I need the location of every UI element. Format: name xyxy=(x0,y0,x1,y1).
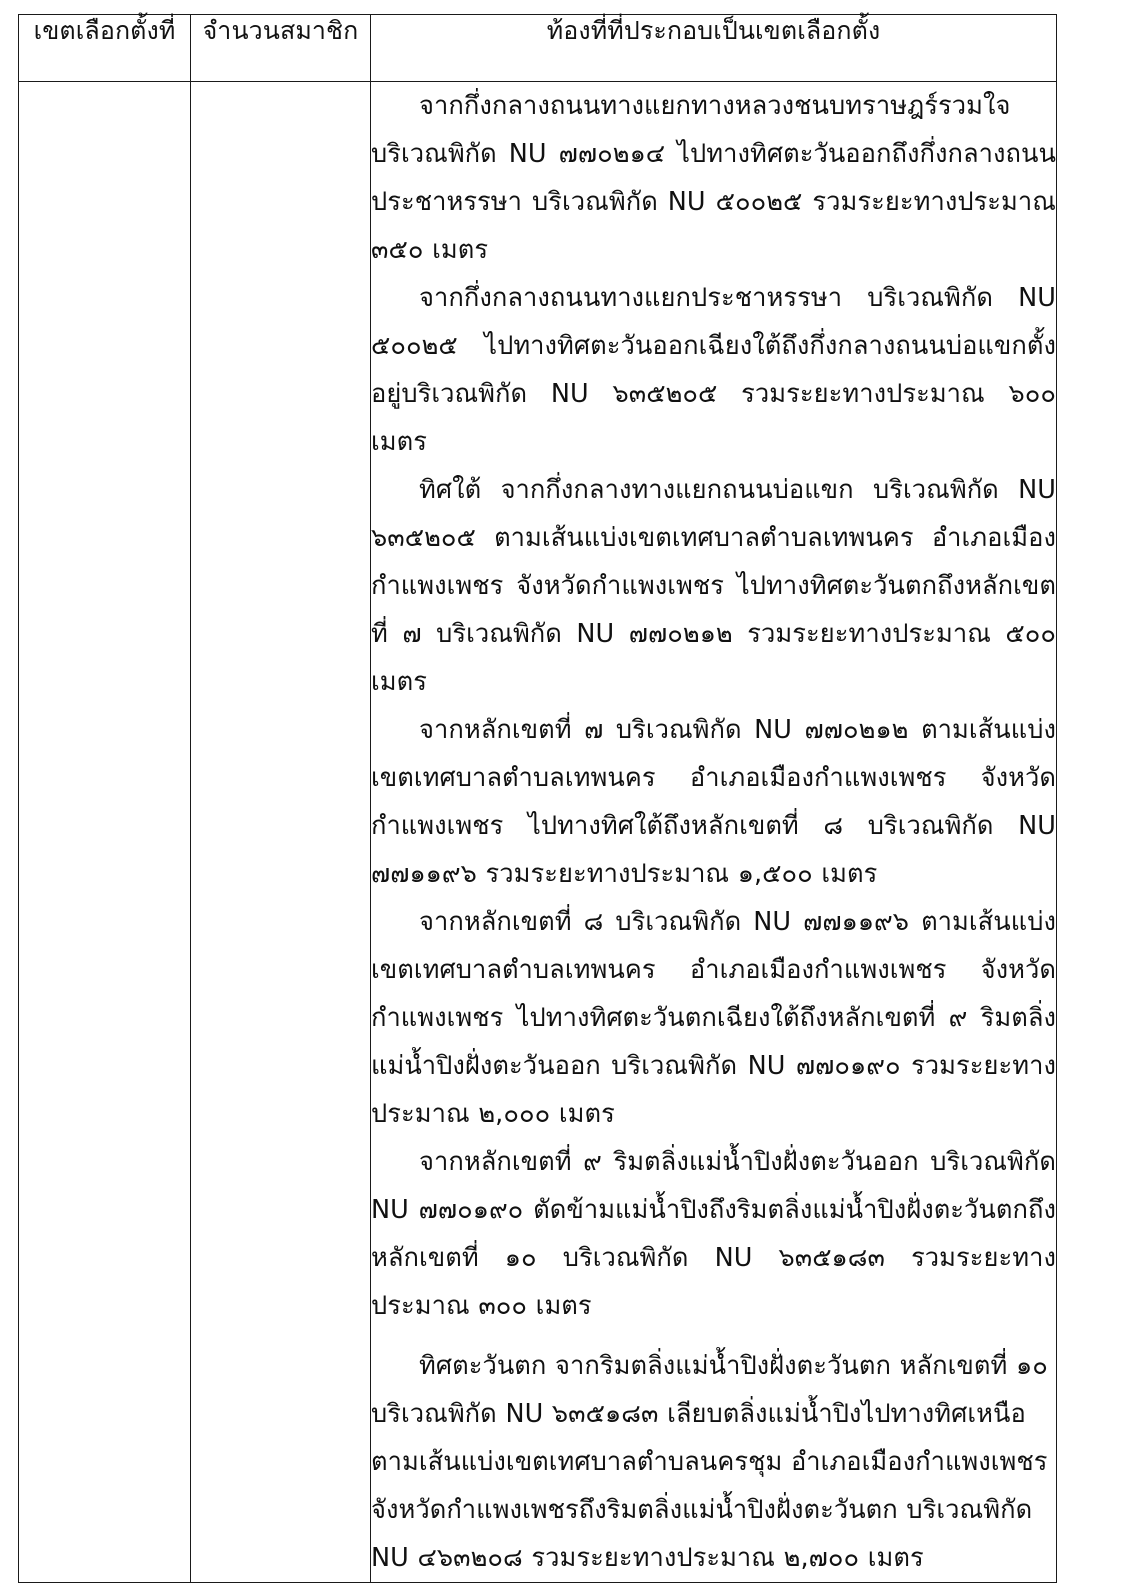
area-paragraph: จากหลักเขตที่ ๘ บริเวณพิกัด NU ๗๗๑๑๙๖ ตามเส้นแบ่งเขตเทศบาลตำบลเทพนคร อำเภอเมืองกำแพงเพชร จังหวัดกำแพงเพชร ไปทางทิศตะวันตกเฉียงใต้ถึงหลักเขตที่ ๙ ริมตลิ่งแม่น้ำปิงฝั่งตะวันออก บริเวณพิกัด NU ๗๗๐๑๙๐ รวมระยะทางประมาณ ๒,๐๐๐ เมตร xyxy=(371,907,1056,1129)
area-paragraph: จากกึ่งกลางถนนทางแยกทางหลวงชนบทราษฎร์รวมใจ บริเวณพิกัด NU ๗๗๐๒๑๔ ไปทางทิศตะวันออกถึงกึ่งกลางถนนประชาหรรษา บริเวณพิกัด NU ๕๐๐๒๕ รวมระยะทางประมาณ ๓๕๐ เมตร xyxy=(371,91,1056,265)
area-paragraph: จากหลักเขตที่ ๙ ริมตลิ่งแม่น้ำปิงฝั่งตะวันออก บริเวณพิกัด NU ๗๗๐๑๙๐ ตัดข้ามแม่น้ำปิงถึงริมตลิ่งแม่น้ำปิงฝั่งตะวันตกถึงหลักเขตที่ ๑๐ บริเวณพิกัด NU ๖๓๕๑๘๓ รวมระยะทางประมาณ ๓๐๐ เมตร xyxy=(371,1147,1056,1321)
cell-member-count xyxy=(191,82,371,1583)
column-header-district-no-label: เขตเลือกตั้งที่ xyxy=(33,16,176,45)
area-paragraph: จากหลักเขตที่ ๗ บริเวณพิกัด NU ๗๗๐๒๑๒ ตามเส้นแบ่งเขตเทศบาลตำบลเทพนคร อำเภอเมืองกำแพงเพชร จังหวัดกำแพงเพชร ไปทางทิศใต้ถึงหลักเขตที่ ๘ บริเวณพิกัด NU ๗๗๑๑๙๖ รวมระยะทางประมาณ ๑,๕๐๐ เมตร xyxy=(371,715,1056,889)
table-header-row xyxy=(19,15,1057,82)
column-header-member-count xyxy=(191,15,371,82)
area-paragraph: จากกึ่งกลางถนนทางแยกประชาหรรษา บริเวณพิกัด NU ๕๐๐๒๕ ไปทางทิศตะวันออกเฉียงใต้ถึงกึ่งกลางถนนบ่อแขกตั้งอยู่บริเวณพิกัด NU ๖๓๕๒๐๕ รวมระยะทางประมาณ ๖๐๐ เมตร xyxy=(371,283,1056,457)
table-header xyxy=(19,15,1057,82)
cell-district-no xyxy=(19,82,191,1583)
cell-area-description xyxy=(371,82,1057,1583)
column-header-member-count-label: จำนวนสมาชิก xyxy=(202,16,359,45)
table-body xyxy=(19,82,1057,1583)
column-header-district-no xyxy=(19,15,191,82)
column-header-area-description xyxy=(371,15,1057,82)
area-paragraph: ทิศใต้ จากกึ่งกลางทางแยกถนนบ่อแขก บริเวณพิกัด NU ๖๓๕๒๐๕ ตามเส้นแบ่งเขตเทศบาลตำบลเทพนคร อำเภอเมืองกำแพงเพชร จังหวัดกำแพงเพชร ไปทางทิศตะวันตกถึงหลักเขตที่ ๗ บริเวณพิกัด NU ๗๗๐๒๑๒ รวมระยะทางประมาณ ๕๐๐ เมตร xyxy=(371,475,1056,697)
column-header-area-description-label: ท้องที่ที่ประกอบเป็นเขตเลือกตั้ง xyxy=(546,16,881,45)
election-district-table xyxy=(18,14,1057,1583)
area-paragraph: ทิศตะวันตก จากริมตลิ่งแม่น้ำปิงฝั่งตะวันตก หลักเขตที่ ๑๐ บริเวณพิกัด NU ๖๓๕๑๘๓ เลียบตลิ่งแม่น้ำปิงไปทางทิศเหนือตามเส้นแบ่งเขตเทศบาลตำบลนครชุม อำเภอเมืองกำแพงเพชร จังหวัดกำแพงเพชรถึงริมตลิ่งแม่น้ำปิงฝั่งตะวันตก บริเวณพิกัด NU ๔๖๓๒๐๘ รวมระยะทางประมาณ ๒,๗๐๐ เมตร xyxy=(371,1351,1048,1573)
table-row xyxy=(19,82,1057,1583)
